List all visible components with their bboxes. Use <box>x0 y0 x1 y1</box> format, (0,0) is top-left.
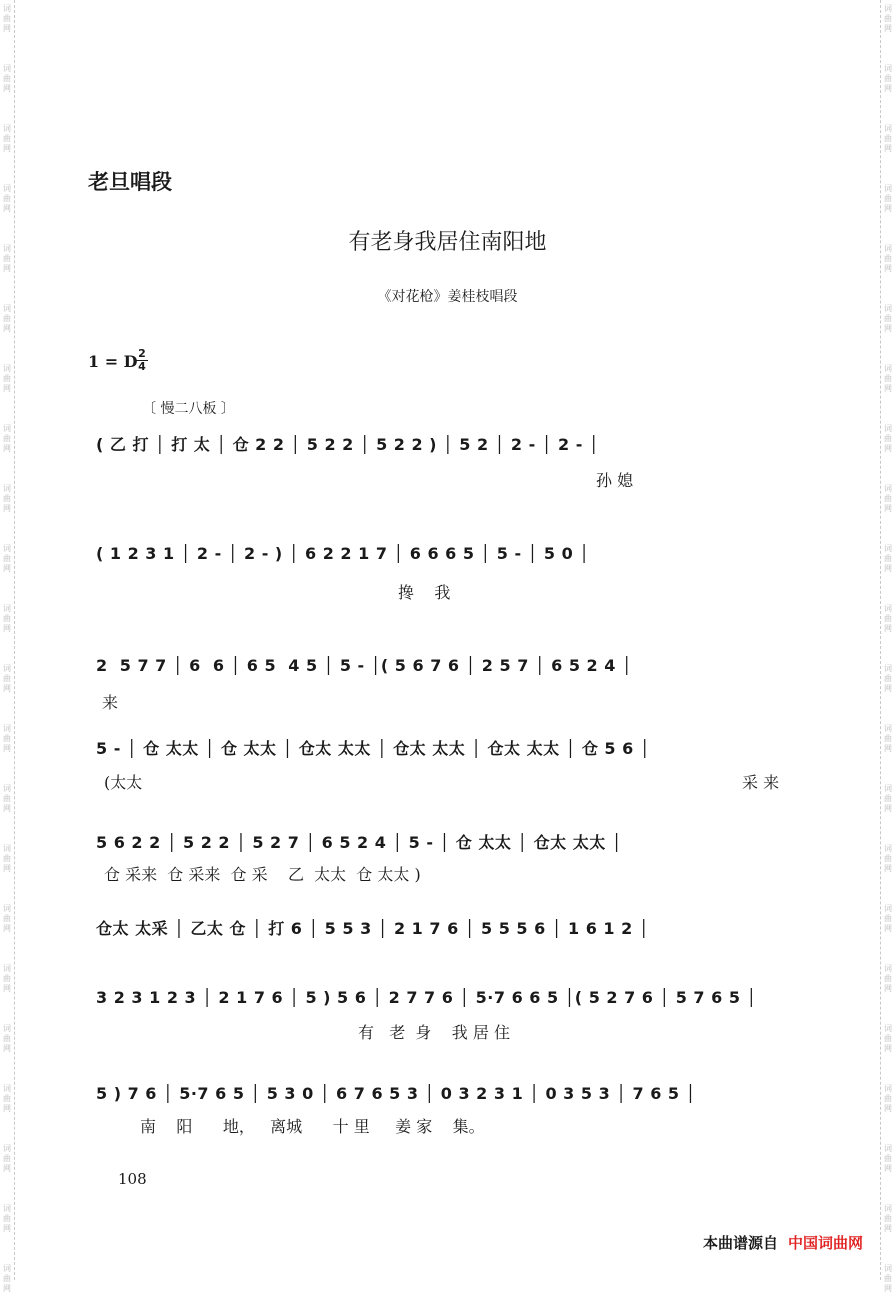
tempo-mark: 〔 慢二八板 〕 <box>142 401 235 417</box>
section-heading: 老旦唱段 <box>88 170 172 194</box>
notation-line: 5 6 2 2 │ 5 2 2 │ 5 2 7 │ 6 5 2 4 │ 5 - │ 仓 太太 │ 仓太 太太 │ <box>96 833 622 852</box>
watermark-text: 词 曲 网 <box>884 1144 892 1173</box>
notation-line: 3 2 3 1 2 3 │ 2 1 7 6 │ 5 ) 5 6 │ 2 7 7 6 │ 5·7 6 6 5 │( 5 2 7 6 │ 5 7 6 5 │ <box>96 988 757 1007</box>
watermark-text: 词 曲 网 <box>884 664 892 693</box>
source-line: 《对花枪》姜桂枝唱段 <box>377 289 518 305</box>
watermark-text: 词 曲 网 <box>884 484 892 513</box>
watermark-text: 词 曲 网 <box>884 844 892 873</box>
notation-line: ( 乙 打 │ 打 太 │ 仓 2 2 │ 5 2 2 │ 5 2 2 ) │ 5 2 │ 2 - │ 2 - │ <box>96 435 600 454</box>
watermark-text: 词 曲 网 <box>884 64 892 93</box>
page-number: 108 <box>118 1170 147 1188</box>
watermark-text: 词 曲 网 <box>884 1264 892 1293</box>
watermark-text: 词 曲 网 <box>3 4 11 33</box>
left-watermark-strip <box>0 0 15 1293</box>
notation-line: ( 1 2 3 1 │ 2 - │ 2 - ) │ 6 2 2 1 7 │ 6 6 6 5 │ 5 - │ 5 0 │ <box>96 544 590 563</box>
notation-line: 5 - │ 仓 太太 │ 仓 太太 │ 仓太 太太 │ 仓太 太太 │ 仓太 太太 │ 仓 5 6 │ <box>96 739 650 758</box>
watermark-text: 词 曲 网 <box>884 784 892 813</box>
watermark-text: 词 曲 网 <box>884 544 892 573</box>
music-system <box>96 428 806 490</box>
right-watermark-strip <box>880 0 895 1293</box>
source-footer <box>703 1232 863 1253</box>
lyrics-line: 孙 媳 <box>596 471 634 490</box>
key-signature: 1 = D <box>88 352 138 371</box>
watermark-text: 词 曲 网 <box>3 724 11 753</box>
watermark-text: 词 曲 网 <box>3 964 11 993</box>
watermark-text: 词 曲 网 <box>3 244 11 273</box>
watermark-text: 词 曲 网 <box>3 664 11 693</box>
watermark-text: 词 曲 网 <box>884 1084 892 1113</box>
time-signature: 2 4 <box>136 348 148 373</box>
watermark-text: 词 曲 网 <box>3 304 11 333</box>
watermark-text: 词 曲 网 <box>884 4 892 33</box>
watermark-text: 词 曲 网 <box>884 184 892 213</box>
watermark-text: 词 曲 网 <box>3 844 11 873</box>
lyrics-line: 搀 我 <box>398 583 451 602</box>
watermark-text: 词 曲 网 <box>884 964 892 993</box>
watermark-text: 词 曲 网 <box>3 184 11 213</box>
watermark-text: 词 曲 网 <box>3 424 11 453</box>
notation-line: 5 ) 7 6 │ 5·7 6 5 │ 5 3 0 │ 6 7 6 5 3 │ 0 3 2 3 1 │ 0 3 5 3 │ 7 6 5 │ <box>96 1084 696 1103</box>
watermark-text: 词 曲 网 <box>3 1264 11 1293</box>
watermark-text: 词 曲 网 <box>884 1204 892 1233</box>
watermark-text: 词 曲 网 <box>3 484 11 513</box>
watermark-text: 词 曲 网 <box>3 784 11 813</box>
footer-site-link[interactable]: 中国词曲网 <box>787 1234 863 1252</box>
footer-label: 本曲谱源自 <box>702 1234 778 1252</box>
watermark-text: 词 曲 网 <box>884 304 892 333</box>
watermark-text: 词 曲 网 <box>3 1204 11 1233</box>
watermark-text: 词 曲 网 <box>3 1024 11 1053</box>
music-system <box>96 732 806 792</box>
music-system <box>96 984 806 1040</box>
lyrics-line: (太太 <box>104 773 143 792</box>
lyrics-line: 来 <box>102 693 119 712</box>
notation-line: 仓太 太采 │ 乙太 仓 │ 打 6 │ 5 5 3 │ 2 1 7 6 │ 5 5 5 6 │ 1 6 1 2 │ <box>96 919 649 938</box>
music-system <box>96 540 806 602</box>
watermark-text: 词 曲 网 <box>3 1084 11 1113</box>
watermark-text: 词 曲 网 <box>884 604 892 633</box>
lyrics-line: 仓 采来 仓 采来 仓 采 乙 太太 仓 太太 ) <box>104 865 421 884</box>
music-system <box>96 652 806 712</box>
watermark-text: 词 曲 网 <box>3 604 11 633</box>
watermark-text: 词 曲 网 <box>3 544 11 573</box>
watermark-text: 词 曲 网 <box>3 364 11 393</box>
watermark-text: 词 曲 网 <box>884 724 892 753</box>
watermark-text: 词 曲 网 <box>884 904 892 933</box>
watermark-text: 词 曲 网 <box>3 1144 11 1173</box>
lyrics-line: 有 老 身 我 居 住 <box>358 1023 510 1042</box>
music-system <box>96 1080 806 1136</box>
watermark-text: 词 曲 网 <box>884 244 892 273</box>
song-title: 有老身我居住南阳地 <box>348 230 547 255</box>
notation-line: 2 5 7 7 │ 6 6 │ 6 5 4 5 │ 5 - │( 5 6 7 6 │ 2 5 7 │ 6 5 2 4 │ <box>96 656 633 675</box>
watermark-text: 词 曲 网 <box>3 904 11 933</box>
watermark-text: 词 曲 网 <box>3 64 11 93</box>
watermark-text: 词 曲 网 <box>3 124 11 153</box>
watermark-text: 词 曲 网 <box>884 124 892 153</box>
lyrics-line: 采 来 <box>742 773 780 792</box>
music-system <box>96 912 806 968</box>
music-system <box>96 826 806 882</box>
watermark-text: 词 曲 网 <box>884 364 892 393</box>
watermark-text: 词 曲 网 <box>884 424 892 453</box>
lyrics-line: 南 阳 地， 离城 十 里 姜 家 集。 <box>140 1117 485 1136</box>
watermark-text: 词 曲 网 <box>884 1024 892 1053</box>
